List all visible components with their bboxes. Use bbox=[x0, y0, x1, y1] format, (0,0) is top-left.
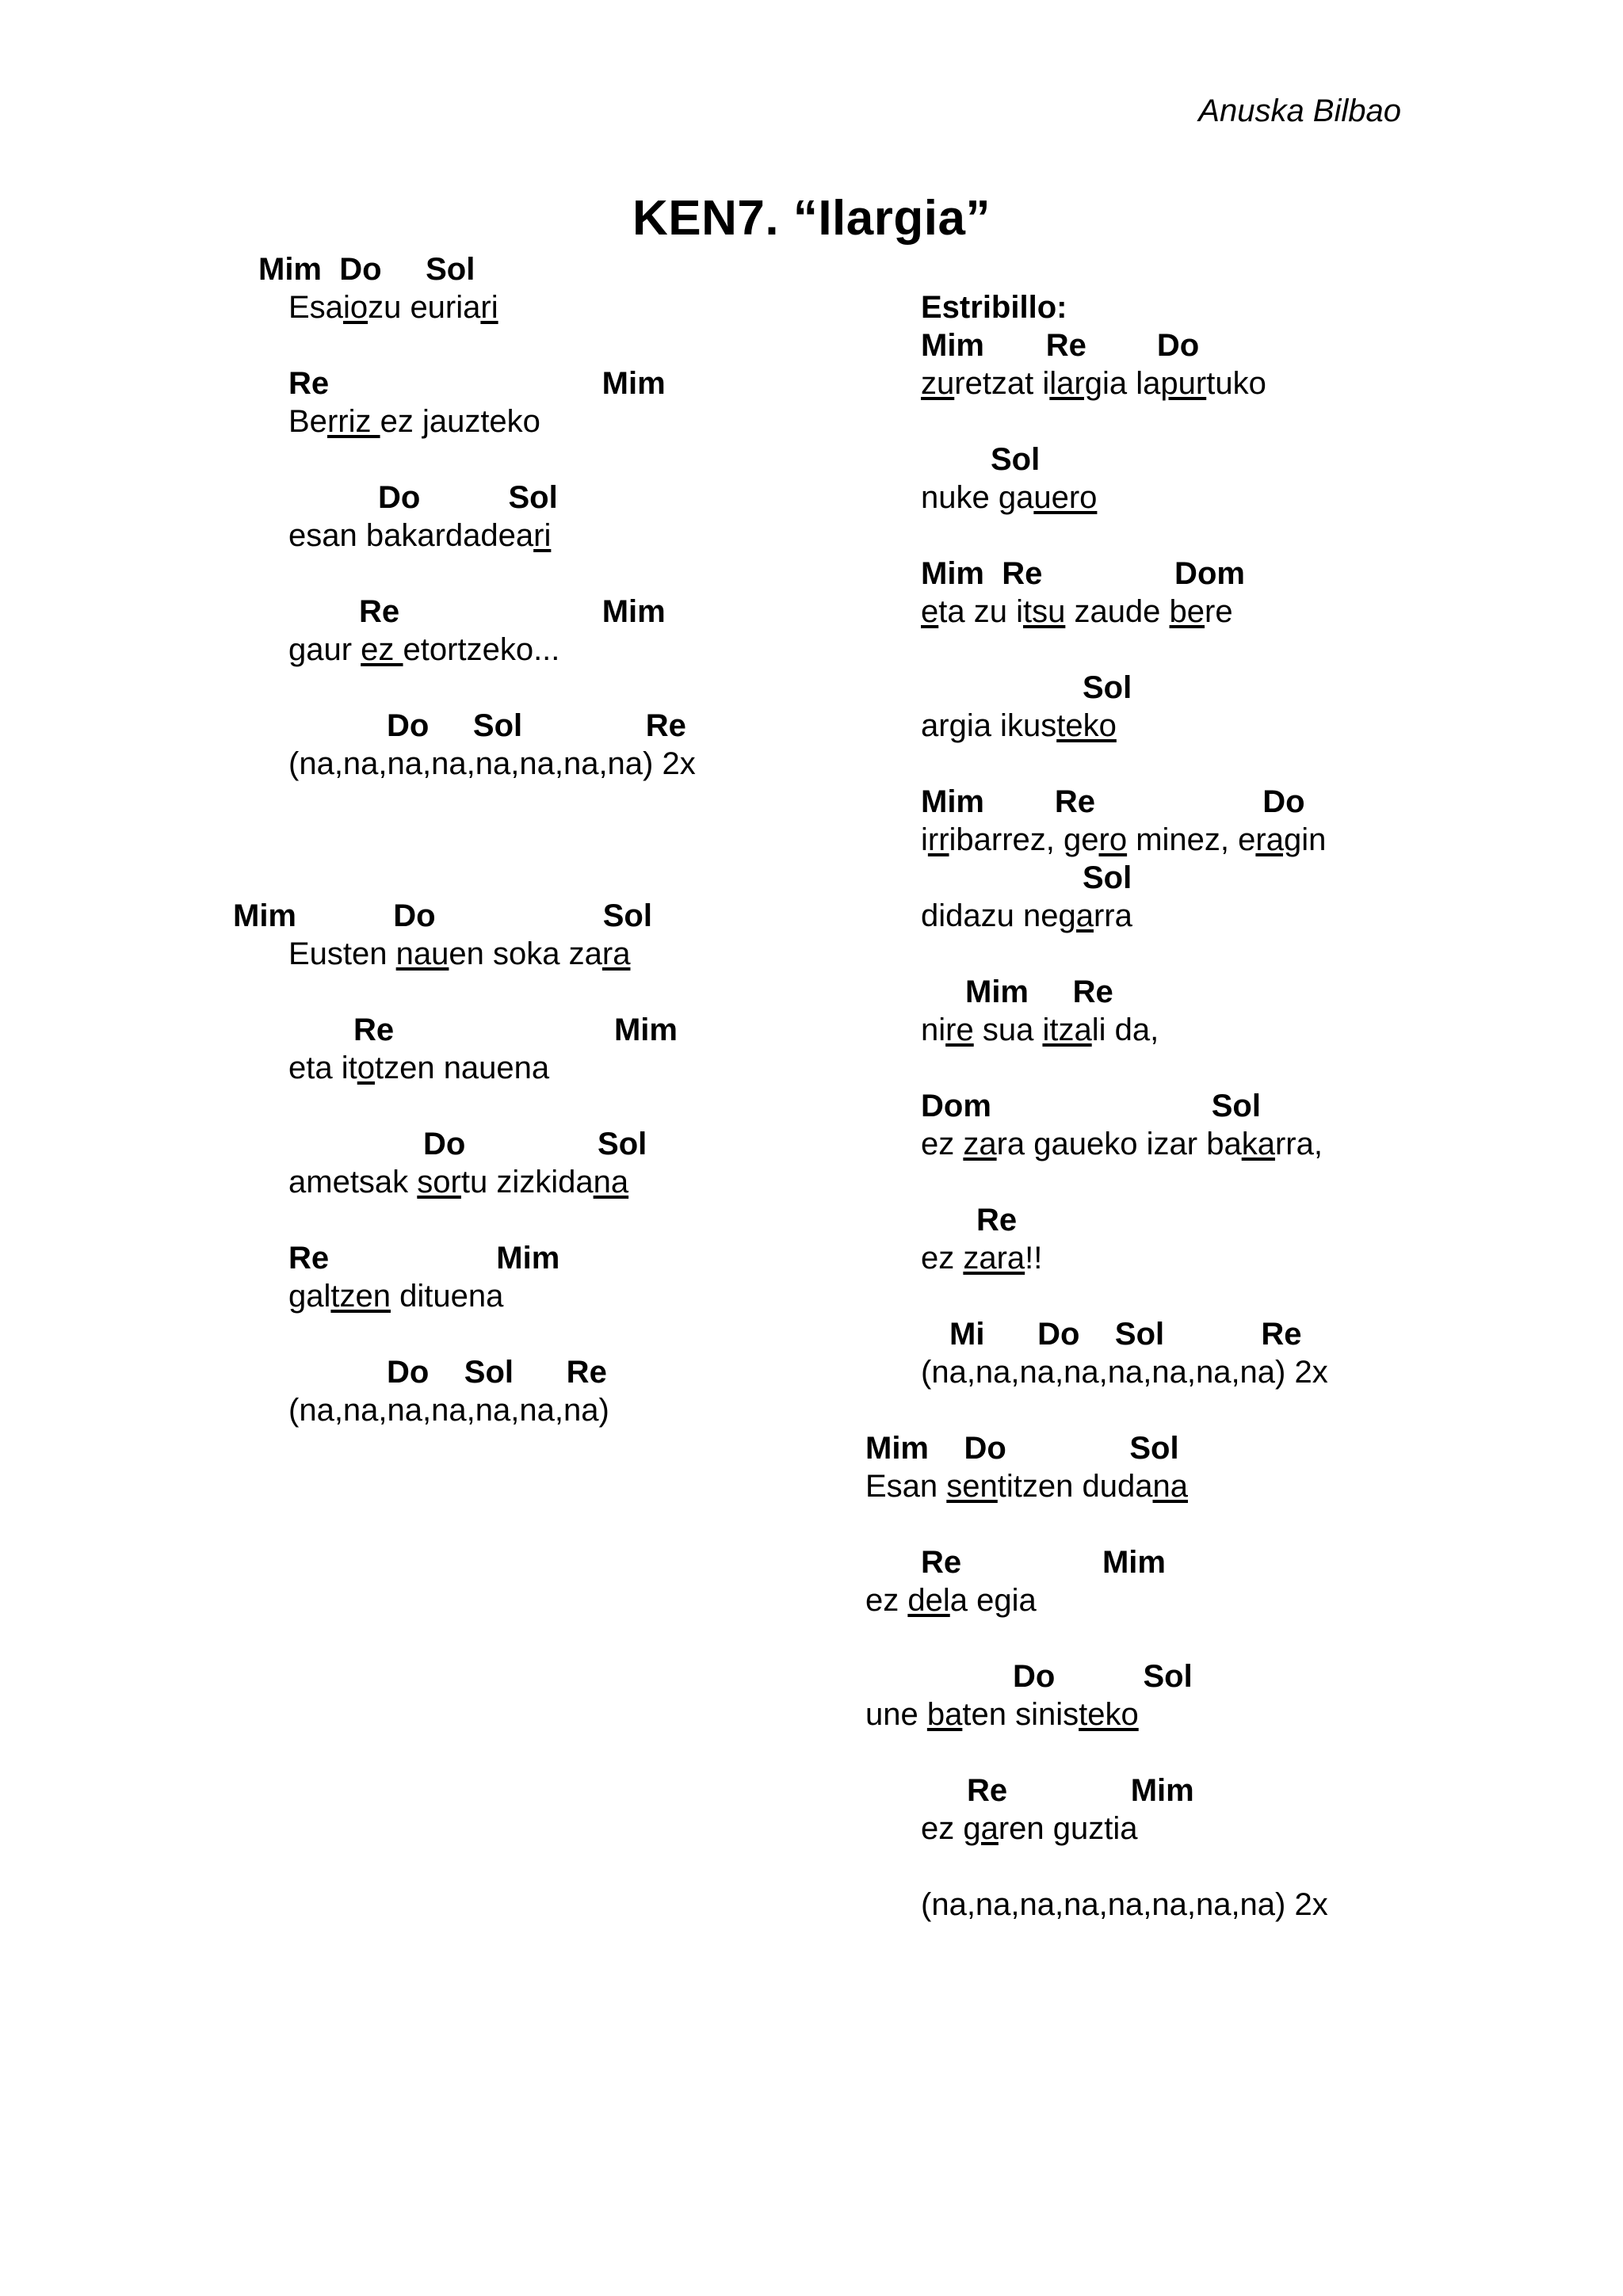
chord-line: Re Mim bbox=[967, 1773, 1194, 1808]
chord-line: Sol bbox=[1083, 860, 1132, 895]
chord-line: Mim Re Do bbox=[921, 328, 1200, 363]
lyric-line: (na,na,na,na,na,na,na,na) 2x bbox=[921, 1887, 1328, 1922]
chord-line: Re Mim bbox=[353, 1013, 678, 1047]
author-name: Anuska Bilbao bbox=[1198, 93, 1401, 128]
chord-line: Mim Re Do bbox=[921, 784, 1305, 819]
chord-line: Mim Do Sol bbox=[233, 898, 652, 933]
chord-line: Mim Do Sol bbox=[865, 1431, 1179, 1466]
chord-line: Re Mim bbox=[359, 594, 666, 629]
chord-line: Mi Do Sol Re bbox=[949, 1317, 1302, 1352]
lyric-line: ametsak sortu zizkidana bbox=[288, 1165, 629, 1199]
lyric-line: didazu negarra bbox=[921, 898, 1132, 933]
chord-line: Dom Sol bbox=[921, 1089, 1261, 1123]
lyric-line: Eusten nauen soka zara bbox=[288, 936, 631, 971]
lyric-line: gaur ez etortzeko... bbox=[288, 632, 560, 667]
chord-line: Sol bbox=[1083, 670, 1132, 705]
lyric-line: irribarrez, gero minez, eragin bbox=[921, 822, 1327, 857]
lyric-line: galtzen dituena bbox=[288, 1279, 504, 1314]
lyric-line: eta itotzen nauena bbox=[288, 1051, 550, 1085]
chord-line: Re bbox=[976, 1203, 1018, 1238]
lyric-line: eta zu itsu zaude bere bbox=[921, 594, 1233, 629]
chord-line: Re Mim bbox=[288, 366, 666, 401]
lyric-line: argia ikusteko bbox=[921, 708, 1117, 743]
chord-line: Mim Re bbox=[965, 974, 1113, 1009]
lyric-line: (na,na,na,na,na,na,na) bbox=[288, 1393, 609, 1428]
lyric-line: nuke gauero bbox=[921, 480, 1098, 515]
lyric-line: (na,na,na,na,na,na,na,na) 2x bbox=[288, 746, 696, 781]
lyric-line: esan bakardadeari bbox=[288, 518, 552, 553]
lyric-line: Berriz ez jauzteko bbox=[288, 404, 540, 439]
song-title: KEN7. “Ilargia” bbox=[632, 191, 991, 246]
lyric-line: zuretzat ilargia lapurtuko bbox=[921, 366, 1266, 401]
chord-line: Do Sol bbox=[1013, 1659, 1193, 1694]
chord-line: Sol bbox=[991, 442, 1041, 477]
lyric-line: une baten sinisteko bbox=[865, 1697, 1139, 1732]
chord-line: Do Sol bbox=[378, 480, 558, 515]
chord-line: Do Sol Re bbox=[387, 708, 686, 743]
chord-line: Do Sol Re bbox=[387, 1355, 607, 1390]
lyric-line: nire sua itzali da, bbox=[921, 1013, 1159, 1047]
chord-line: Mim Re Dom bbox=[921, 556, 1245, 591]
chord-line: Do Sol bbox=[423, 1127, 647, 1161]
lyric-line: ez garen guztia bbox=[921, 1811, 1138, 1846]
lyric-line: Esaiozu euriari bbox=[288, 290, 498, 325]
lyric-line: ez zara!! bbox=[921, 1241, 1043, 1276]
lyric-line: (na,na,na,na,na,na,na,na) 2x bbox=[921, 1355, 1328, 1390]
chord-line: Re Mim bbox=[288, 1241, 560, 1276]
lyric-line: ez zara gaueko izar bakarra, bbox=[921, 1127, 1323, 1161]
chord-line: Re Mim bbox=[921, 1545, 1166, 1580]
lyric-line: ez dela egia bbox=[865, 1583, 1037, 1618]
lyric-line: Esan sentitzen dudana bbox=[865, 1469, 1188, 1504]
chorus-label: Estribillo: bbox=[921, 290, 1067, 325]
chord-line: Mim Do Sol bbox=[258, 252, 475, 287]
